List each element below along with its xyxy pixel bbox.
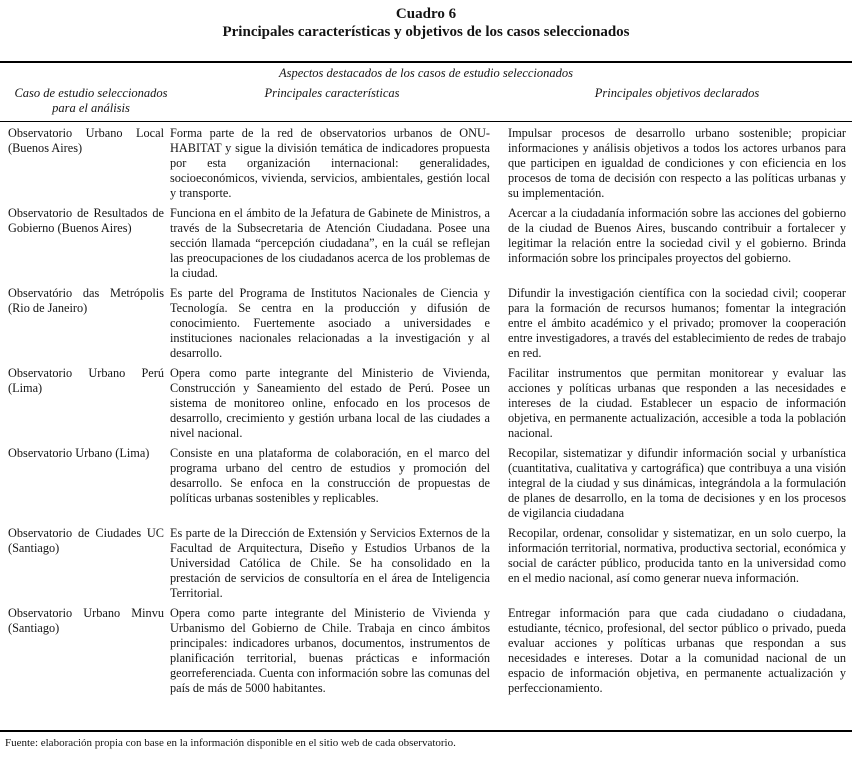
characteristics-cell: Es parte de la Dirección de Extensión y Servicios Externos de la Facultad de Arquitectura, Diseño y Estudios Urbanos de la Universidad Católica de Chile. Se ha consolidado en la prestación de servicios de consultoría en el área de Inteligencia Territorial.	[170, 526, 490, 600]
case-cell: Observatório das Metrópolis (Rio de Janeiro)	[8, 286, 164, 315]
table-row	[8, 526, 846, 601]
table-caption	[0, 5, 852, 41]
column-header-objectives: Principales objetivos declarados	[594, 86, 760, 100]
table-row	[8, 206, 846, 281]
objectives-cell: Facilitar instrumentos que permitan monitorear y evaluar las acciones y políticas urbanas que responden a las necesidades e intereses de la ciudad. Establecer un espacio de información objetiva, en permanente actualización, accesible a toda la población nacional.	[508, 366, 846, 440]
header-divider-rule	[0, 121, 852, 122]
case-cell: Observatorio Urbano Minvu (Santiago)	[8, 606, 164, 635]
objectives-cell: Recopilar, ordenar, consolidar y sistematizar, en un solo cuerpo, la información territorial, normativa, productiva sectorial, económica y social de carácter público, producida tanto en la universidad como en el medio nacional, así como generar nueva información.	[508, 526, 846, 585]
characteristics-cell: Opera como parte integrante del Ministerio de Vivienda, Construcción y Saneamiento del estado de Perú. Posee un sistema de monitoreo online, enfocado en los procesos de desarrollo, crecimiento y gestión urbana local de las ciudades a nivel nacional.	[170, 366, 490, 440]
table-row	[8, 606, 846, 696]
objectives-cell: Impulsar procesos de desarrollo urbano sostenible; propiciar informaciones y análisis objetivos a todos los actores urbanos para que participen en igualdad de condiciones y con eficiencia en los procesos de toma de decisión con respecto a las políticas urbanas y su implementación.	[508, 126, 846, 200]
span-header: Aspectos destacados de los casos de estudio seleccionados	[278, 66, 574, 80]
characteristics-cell: Opera como parte integrante del Ministerio de Vivienda y Urbanismo del Gobierno de Chile. Trabaja en cinco ámbitos principales: indicadores urbanos, documentos, instrumentos de planificación territorial, buenas prácticas e información georreferenciada. Cuenta con información sobre las comunas del país de más de 5000 habitantes.	[170, 606, 490, 695]
table-row	[8, 286, 846, 361]
top-rule	[0, 61, 852, 63]
case-cell: Observatorio de Resultados de Gobierno (Buenos Aires)	[8, 206, 164, 235]
table-caption-label: Cuadro 6	[395, 6, 457, 22]
case-cell: Observatorio de Ciudades UC (Santiago)	[8, 526, 164, 555]
characteristics-cell: Forma parte de la red de observatorios urbanos de ONU-HABITAT y sigue la división temática de indicadores propuesta por esta organización internacional: generalidades, socioeconómicos, vivienda, servicios, ambientales, gestión local y transporte.	[170, 126, 490, 200]
objectives-cell: Recopilar, sistematizar y difundir información social y urbanística (cuantitativa, cualitativa y cartográfica) que contribuya a una visión integral de la ciudad y sus dinámicas, integrándola a la formulación de planes de desarrollo, en la toma de decisiones y en los procesos de vigilancia ciudadana	[508, 446, 846, 520]
bottom-rule	[0, 730, 852, 732]
case-cell: Observatorio Urbano Perú (Lima)	[8, 366, 164, 395]
characteristics-cell: Consiste en una plataforma de colaboración, en el marco del programa urbano del centro de estudios y promoción del desarrollo. Se enfoca en la construcción de propuestas de políticas urbanas sostenibles y replicables.	[170, 446, 490, 505]
objectives-cell: Entregar información para que cada ciudadano o ciudadana, estudiante, técnico, profesional, del sector público o privado, pueda evaluar acciones y políticas urbanas que respondan a sus necesidades e intereses. Dotar a la comunidad nacional de un espacio de información objetiva, en permanente actualización y perfeccionamiento.	[508, 606, 846, 695]
column-headers	[8, 86, 846, 116]
case-cell: Observatorio Urbano Local (Buenos Aires)	[8, 126, 164, 155]
table-body	[8, 126, 846, 701]
characteristics-cell: Es parte del Programa de Institutos Nacionales de Ciencia y Tecnología. Se centra en la producción y difusión de conocimiento. Fuertemente asociado a universidades e instituciones nacionales relacionadas a la investigación y al desarrollo.	[170, 286, 490, 360]
table-row	[8, 446, 846, 521]
table-row	[8, 366, 846, 441]
objectives-cell: Difundir la investigación científica con la sociedad civil; cooperar para la formación de recursos humanos; fomentar la integración entre el ámbito académico y el privado; promover la cooperación entre investigadores, a través del establecimiento de redes de trabajo en red.	[508, 286, 846, 360]
column-header-case: Caso de estudio seleccionados para el análisis	[14, 86, 168, 115]
column-header-characteristics: Principales características	[264, 86, 400, 100]
case-cell: Observatorio Urbano (Lima)	[8, 446, 150, 460]
table-row	[8, 126, 846, 201]
source-note: Fuente: elaboración propia con base en la información disponible en el sitio web de cada observatorio.	[5, 737, 456, 749]
characteristics-cell: Funciona en el ámbito de la Jefatura de Gabinete de Ministros, a través de la Subsecretaria de Atención Ciudadana. Posee una sección llamada “percepción ciudadana”, en la cuál se reflejan las preocupaciones de los ciudadanos acerca de los problemas de la ciudad.	[170, 206, 490, 280]
objectives-cell: Acercar a la ciudadanía información sobre las acciones del gobierno de la ciudad de Buenos Aires, buscando contribuir a fortalecer y legitimar la relación entre la sociedad civil y el gobierno. Brinda información sobre los principales proyectos del gobierno.	[508, 206, 846, 265]
page-title: Principales características y objetivos de los casos seleccionados	[222, 24, 630, 40]
